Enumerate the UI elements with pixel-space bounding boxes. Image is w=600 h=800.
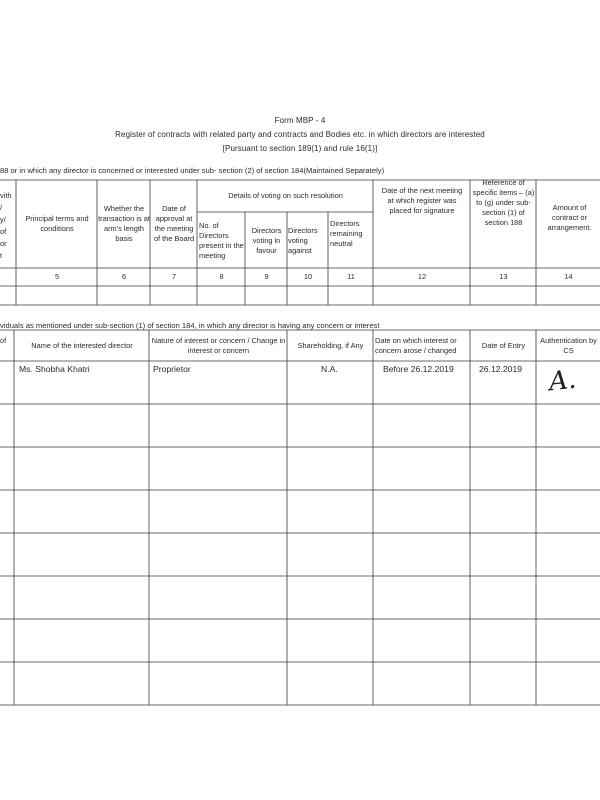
cs-signature: A. [547,364,578,398]
header-voting-against: Directors voting against [288,225,318,255]
header-arms-length: Whether the transaction is at arm's length basis [98,204,150,243]
form-subtitle: Register of contracts with related party and contracts and Bodies etc. in which directors are interested [115,130,485,139]
header-shareholding: Shareholding, if Any [297,340,364,350]
part2-cut-header: of [0,336,7,345]
header-date-entry: Date of Entry [481,340,526,350]
column-number: 5 [54,272,60,281]
part2-heading: viduals as mentioned under sub-section (1) of section 184, in which any director is having any concern or interest [0,321,380,330]
header-principal-terms: Principal terms and conditions [25,214,89,233]
column-number: 9 [264,272,269,281]
nature-of-interest: Proprietor [153,364,191,374]
header-reference-items: Reference of specific items – (a) to (g) under sub-section (1) of section 188 [472,178,535,227]
header-no-directors: No. of Directors present in the meeting [199,220,244,260]
shareholding-value: N.A. [321,364,338,374]
header-voting-favour: Directors voting in favour [251,225,282,255]
date-of-entry: 26.12.2019 [479,364,523,374]
date-interest-arose: Before 26.12.2019 [383,364,454,374]
column-number: 8 [219,272,224,281]
form-reference: [Pursuant to section 189(1) and rule 16(1)] [222,144,378,153]
header-authentication: Authentication by CS [540,335,597,355]
part1-cut-header: vith / y/ of or t [0,191,12,260]
column-number: 12 [417,272,427,281]
header-amount: Amount of contract or arrangement. [547,203,592,232]
column-number: 7 [171,272,177,281]
header-voting-details: Details of voting on such resolution [228,191,343,200]
column-number: 10 [303,272,313,281]
header-interested-director: Name of the interested director [31,340,133,350]
header-remaining-neutral: Directors remaining neutral [330,219,363,248]
header-date-interest: Date on which interest or concern arose / changed [375,335,457,355]
column-number: 11 [347,272,355,281]
form-title: Form MBP - 4 [274,116,326,125]
column-number: 13 [499,272,508,281]
column-number: 14 [564,272,573,281]
header-nature-interest: Nature of interest or concern / Change in interest or concern [151,335,286,355]
column-number: 6 [121,272,127,281]
header-next-meeting: Date of the next meeting at which register was placed for signature [381,186,463,215]
header-date-approval: Date of approval at the meeting of the Board [153,204,195,243]
director-name: Ms. Shobha Khatri [19,364,90,374]
part1-heading: 88 or in which any director is concerned or interested under sub- section (2) of section 184(Maintained Separately) [0,166,385,175]
